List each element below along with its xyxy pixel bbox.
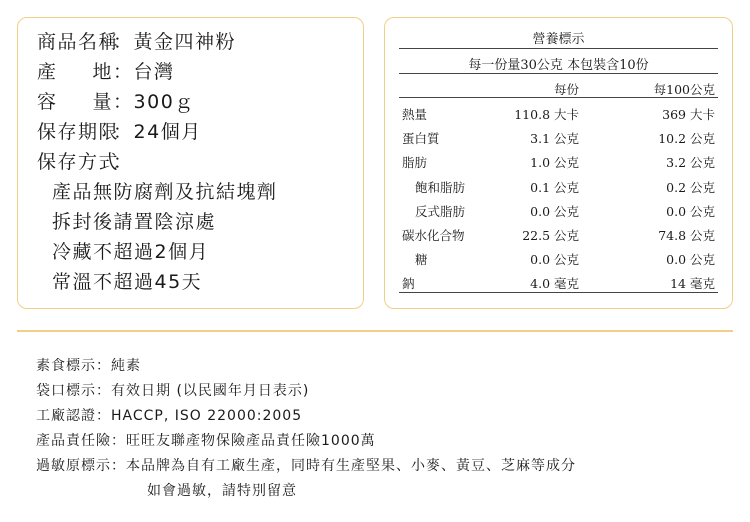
nutrition-row <box>385 149 732 171</box>
storage-method-label: 保存方式 <box>37 151 120 173</box>
shelf-life-line: 保存期限：24個月 <box>37 121 202 143</box>
allergen-continuation: 如會過敏，請特別留意 <box>147 483 297 499</box>
liability-insurance-value: 旺旺友聯產物保險產品責任險1000萬 <box>126 433 376 449</box>
per-serving-value: 4.0 毫克 <box>530 276 579 292</box>
origin-value: 台灣 <box>133 61 175 83</box>
factory-cert-label: 工廠認證 <box>36 408 96 424</box>
nutrition-row <box>385 101 732 123</box>
nutrient-name: 熱量 <box>402 107 428 122</box>
nutrition-row <box>385 270 732 292</box>
liability-insurance-label: 產品責任險 <box>36 433 111 449</box>
nutrition-row <box>385 246 732 268</box>
product-name-label: 商品名稱 <box>37 31 120 53</box>
vegetarian-label: 素食標示 <box>36 358 96 374</box>
nutrition-rule <box>399 73 718 74</box>
per-serving-value: 110.8 大卡 <box>514 107 579 122</box>
nutrient-name: 飽和脂肪 <box>415 179 466 195</box>
shelf-life-value: 24個月 <box>133 121 202 143</box>
nutrient-name: 脂肪 <box>402 155 428 171</box>
storage-method-line: 保存方式： <box>37 151 134 173</box>
per-100g-value: 0.0 公克 <box>666 203 715 219</box>
storage-item: 冷藏不超過2個月 <box>52 241 210 263</box>
storage-item: 產品無防腐劑及抗結塊劑 <box>52 181 278 203</box>
allergen-line: 過敏原標示：本品牌為自有工廠生產，同時有生產堅果、小麥、黃豆、芝麻等成分 <box>36 458 576 474</box>
origin-line: 產地：台灣 <box>37 61 175 83</box>
per-serving-value: 0.1 公克 <box>530 179 579 195</box>
vegetarian-line: 素食標示：純素 <box>36 358 141 374</box>
per-100g-header: 每100公克 <box>653 82 715 97</box>
nutrition-rule <box>399 48 718 49</box>
bag-mark-value: 有效日期 (以民國年月日表示) <box>111 383 310 399</box>
nutrient-name: 反式脂肪 <box>415 203 466 219</box>
volume-value: 300ｇ <box>133 91 195 113</box>
per-100g-value: 14 毫克 <box>670 276 715 292</box>
per-100g-value: 74.8 公克 <box>658 228 715 243</box>
volume-label: 容量 <box>37 91 113 113</box>
volume-line: 容量：300ｇ <box>37 91 195 113</box>
per-100g-value: 0.0 公克 <box>666 252 715 268</box>
per-100g-value: 369 大卡 <box>662 107 715 122</box>
nutrient-name: 鈉 <box>402 276 415 292</box>
per-100g-value: 10.2 公克 <box>658 131 715 147</box>
vegetarian-value: 純素 <box>111 358 141 374</box>
per-serving-value: 0.0 公克 <box>530 203 579 219</box>
serving-size: 每一份量30公克 本包裝含10份 <box>468 58 649 73</box>
nutrition-row <box>385 174 732 196</box>
nutrition-rule <box>399 97 718 98</box>
liability-insurance-line: 產品責任險：旺旺友聯產物保險產品責任險1000萬 <box>36 433 376 449</box>
bag-mark-line: 袋口標示：有效日期 (以民國年月日表示) <box>36 383 310 399</box>
origin-label: 產地 <box>37 61 113 83</box>
nutrient-name: 蛋白質 <box>402 131 440 147</box>
per-serving-header: 每份 <box>553 82 579 97</box>
nutrition-rule <box>399 292 718 293</box>
nutrient-name: 糖 <box>415 252 428 268</box>
storage-item: 拆封後請置陰涼處 <box>52 211 217 233</box>
factory-cert-value: HACCP, ISO 22000:2005 <box>111 408 303 424</box>
nutrition-row <box>385 198 732 220</box>
nutrition-facts-panel <box>384 17 733 309</box>
allergen-value: 本品牌為自有工廠生產，同時有生產堅果、小麥、黃豆、芝麻等成分 <box>126 458 576 474</box>
nutrition-row <box>385 222 732 244</box>
per-serving-value: 1.0 公克 <box>530 155 579 171</box>
storage-item: 常溫不超過45天 <box>52 271 203 293</box>
shelf-life-label: 保存期限 <box>37 121 120 143</box>
per-serving-value: 22.5 公克 <box>522 228 579 243</box>
product-name-value: 黃金四神粉 <box>133 31 237 53</box>
per-serving-value: 0.0 公克 <box>530 252 579 268</box>
nutrition-title: 營養標示 <box>532 32 585 47</box>
nutrient-name: 碳水化合物 <box>402 228 465 243</box>
factory-cert-line: 工廠認證：HACCP, ISO 22000:2005 <box>36 408 303 424</box>
product-name-line: 商品名稱：黃金四神粉 <box>37 31 237 53</box>
per-serving-value: 3.1 公克 <box>530 131 579 147</box>
section-divider <box>17 330 733 332</box>
per-100g-value: 0.2 公克 <box>666 179 715 195</box>
nutrition-row <box>385 125 732 147</box>
allergen-label: 過敏原標示 <box>36 458 111 474</box>
bag-mark-label: 袋口標示 <box>36 383 96 399</box>
per-100g-value: 3.2 公克 <box>666 155 715 171</box>
product-info-panel <box>17 17 364 309</box>
